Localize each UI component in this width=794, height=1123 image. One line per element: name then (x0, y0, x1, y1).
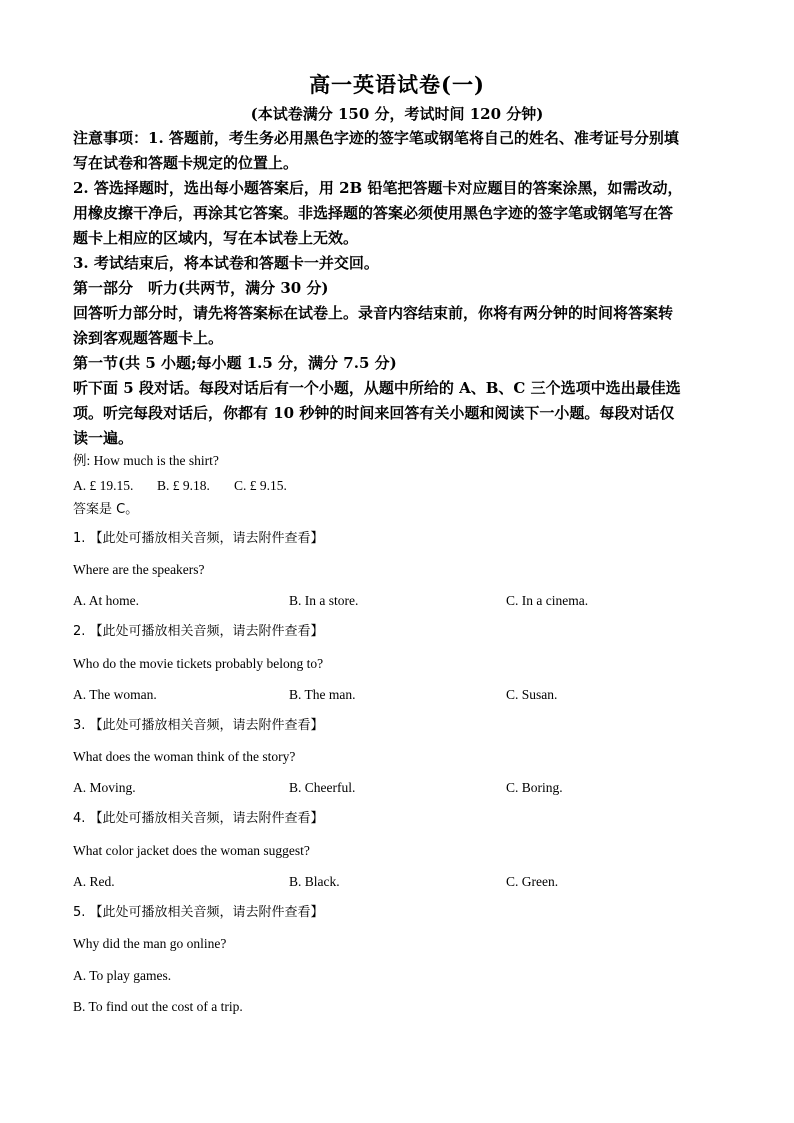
question-text: Where are the speakers? (73, 562, 205, 577)
question-audio-line: 3. 【此处可播放相关音频，请去附件查看】 (73, 718, 324, 733)
answer-option: A. The woman. (73, 687, 157, 702)
question-audio-line: 4. 【此处可播放相关音频，请去附件查看】 (73, 811, 324, 826)
question-text: Why did the man go online? (73, 936, 227, 951)
section-instructions-line: 读一遍。 (73, 429, 134, 447)
example-option: C. £ 9.15. (234, 478, 287, 493)
notes-line: 用橡皮擦干净后，再涂其它答案。非选择题的答案必须使用黑色字迹的签字笔或钢笔写在答 (73, 204, 674, 222)
answer-option: B. To find out the cost of a trip. (73, 999, 243, 1014)
answer-option: A. Moving. (73, 780, 136, 795)
notes-line: 注意事项：1. 答题前，考生务必用黑色字迹的签字笔或钢笔将自己的姓名、准考证号分别填 (73, 129, 679, 147)
section-instructions-line: 项。听完每段对话后，你都有 10 秒钟的时间来回答有关小题和阅读下一小题。每段对话仅 (73, 404, 675, 422)
exam-title: 高一英语试卷(一) (309, 72, 485, 97)
answer-option: A. Red. (73, 874, 115, 889)
answer-option: B. In a store. (289, 593, 359, 608)
notes-line: 写在试卷和答题卡规定的位置上。 (73, 154, 299, 172)
answer-option: B. The man. (289, 687, 356, 702)
question-audio-line: 5. 【此处可播放相关音频，请去附件查看】 (73, 905, 324, 920)
answer-option: C. In a cinema. (506, 593, 589, 608)
question-audio-line: 2. 【此处可播放相关音频，请去附件查看】 (73, 624, 324, 639)
question-text: What does the woman think of the story? (73, 749, 296, 764)
example-question: 例: How much is the shirt? (73, 453, 219, 468)
example-option: B. £ 9.18. (157, 478, 210, 493)
example-answer: 答案是 C。 (73, 502, 139, 517)
notes-line: 题卡上相应的区域内，写在本试卷上无效。 (73, 229, 359, 247)
question-text: What color jacket does the woman suggest? (73, 843, 310, 858)
answer-option: C. Boring. (506, 780, 563, 795)
example-option: A. £ 19.15. (73, 478, 134, 493)
part-instructions-line: 涂到客观题答题卡上。 (73, 329, 224, 347)
question-audio-line: 1. 【此处可播放相关音频，请去附件查看】 (73, 531, 324, 546)
exam-subtitle: (本试卷满分 150 分，考试时间 120 分钟) (250, 105, 544, 123)
answer-option: A. At home. (73, 593, 139, 608)
answer-option: C. Susan. (506, 687, 558, 702)
question-text: Who do the movie tickets probably belong to? (73, 656, 324, 671)
answer-option: A. To play games. (73, 968, 172, 983)
section-heading: 第一节(共 5 小题;每小题 1.5 分，满分 7.5 分) (73, 354, 397, 372)
section-instructions-line: 听下面 5 段对话。每段对话后有一个小题，从题中所给的 A、B、C 三个选项中选出最佳选 (73, 379, 681, 397)
answer-option: B. Black. (289, 874, 340, 889)
part-instructions-line: 回答听力部分时，请先将答案标在试卷上。录音内容结束前，你将有两分钟的时间将答案转 (73, 304, 674, 322)
answer-option: B. Cheerful. (289, 780, 356, 795)
part-heading: 第一部分 听力(共两节，满分 30 分) (73, 279, 329, 297)
notes-line: 2. 答选择题时，选出每小题答案后，用 2B 铅笔把答题卡对应题目的答案涂黑，如需改动， (73, 179, 683, 197)
answer-option: C. Green. (506, 874, 559, 889)
notes-line: 3. 考试结束后，将本试卷和答题卡一并交回。 (73, 254, 379, 272)
